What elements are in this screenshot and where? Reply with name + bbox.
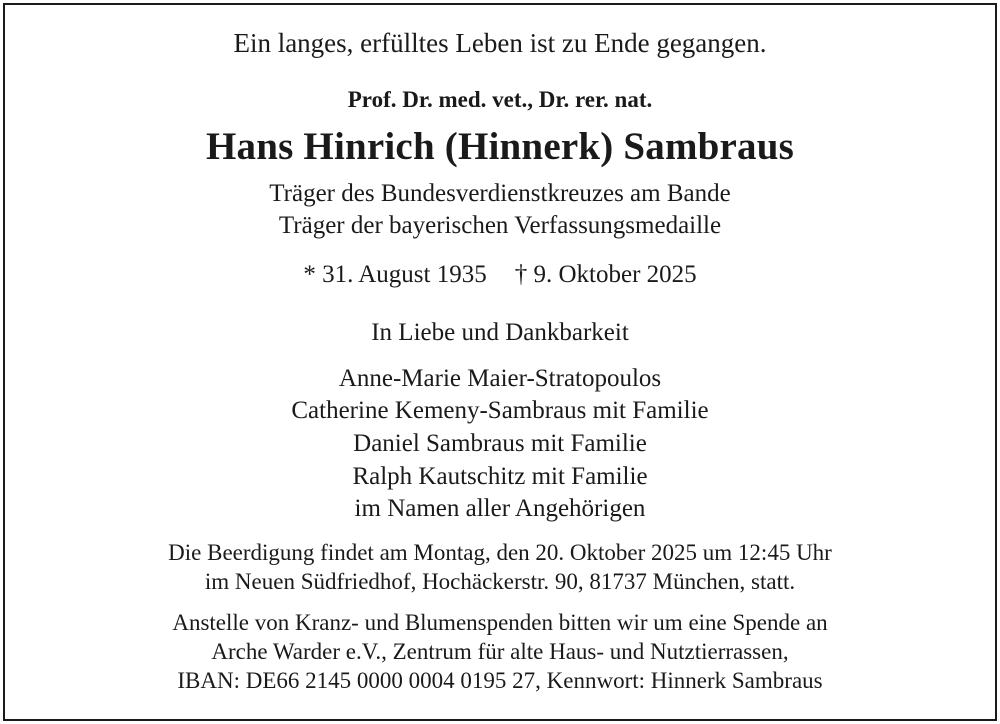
mourner-name: Daniel Sambraus mit Familie: [353, 430, 647, 457]
deceased-name: Hans Hinrich (Hinnerk) Sambraus: [205, 125, 795, 168]
intro-text: Ein langes, erfülltes Leben ist zu Ende gegangen.: [233, 28, 767, 58]
gratitude-text: In Liebe und Dankbarkeit: [371, 319, 629, 346]
life-dates: [0, 262, 1000, 287]
death-date: † 9. Oktober 2025: [514, 261, 697, 288]
mourner-name: Anne-Marie Maier-Stratopoulos: [338, 365, 662, 392]
donation-info: Anstelle von Kranz- und Blumenspenden bitten wir um eine Spende an: [172, 610, 828, 635]
honor-line: Träger des Bundesverdienstkreuzes am Bande: [269, 180, 731, 207]
birth-date: * 31. August 1935: [303, 261, 487, 288]
academic-titles: Prof. Dr. med. vet., Dr. rer. nat.: [347, 87, 653, 112]
mourner-name: im Namen aller Angehörigen: [354, 495, 646, 522]
mourner-name: Ralph Kautschitz mit Familie: [352, 463, 648, 490]
mourner-name: Catherine Kemeny-Sambraus mit Familie: [291, 397, 709, 424]
funeral-info: Die Beerdigung findet am Montag, den 20. Oktober 2025 um 12:45 Uhr: [168, 540, 832, 565]
donation-info: Arche Warder e.V., Zentrum für alte Haus- und Nutztierrassen,: [211, 639, 789, 664]
funeral-info: im Neuen Südfriedhof, Hochäckerstr. 90, 81737 München, statt.: [204, 569, 796, 594]
donation-info: IBAN: DE66 2145 0000 0004 0195 27, Kennwort: Hinnerk Sambraus: [177, 668, 823, 693]
honor-line: Träger der bayerischen Verfassungsmedaille: [278, 212, 722, 239]
